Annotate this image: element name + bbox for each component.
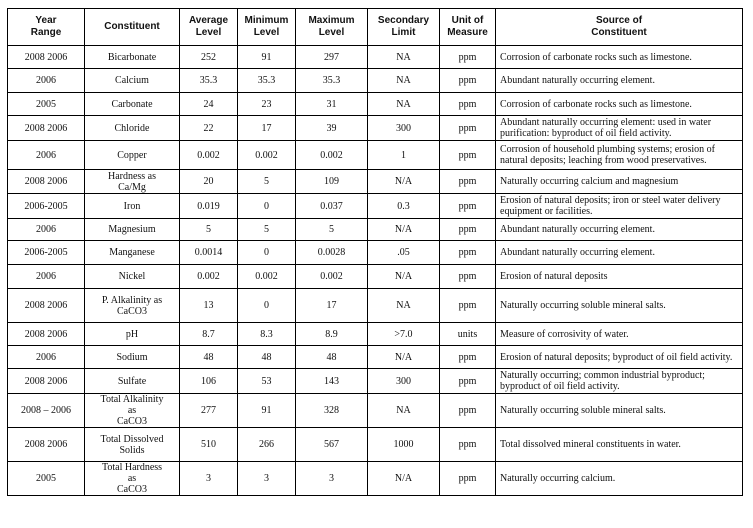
header-secondary-limit: Secondary Limit [368, 9, 440, 46]
constituent-cell: Sulfate [85, 369, 180, 394]
constituent-cell: P. Alkalinity as CaCO3 [85, 289, 180, 323]
minimum-level-cell: 5 [238, 219, 296, 241]
secondary-limit-cell: NA [368, 289, 440, 323]
table-row [8, 241, 743, 265]
unit-cell: ppm [440, 116, 496, 141]
source-cell: Naturally occurring calcium and magnesium [496, 170, 743, 194]
table-row [8, 93, 743, 116]
source-cell: Erosion of natural deposits; iron or steel water delivery equipment or facilities. [496, 194, 743, 219]
unit-cell: ppm [440, 369, 496, 394]
average-level-cell: 24 [180, 93, 238, 116]
maximum-level-cell: 0.002 [296, 265, 368, 289]
constituent-cell: Iron [85, 194, 180, 219]
year-cell: 2008 2006 [8, 116, 85, 141]
secondary-limit-cell: N/A [368, 346, 440, 369]
average-level-cell: 35.3 [180, 69, 238, 93]
unit-cell: ppm [440, 46, 496, 69]
table-row [8, 394, 743, 428]
unit-cell: ppm [440, 69, 496, 93]
header-source-of-constituent: Source of Constituent [496, 9, 743, 46]
year-cell: 2006 [8, 141, 85, 170]
minimum-level-cell: 0 [238, 289, 296, 323]
average-level-cell: 277 [180, 394, 238, 428]
source-cell: Corrosion of carbonate rocks such as limestone. [496, 93, 743, 116]
year-cell: 2008 2006 [8, 46, 85, 69]
year-cell: 2006 [8, 346, 85, 369]
maximum-level-cell: 297 [296, 46, 368, 69]
average-level-cell: 48 [180, 346, 238, 369]
header-average-level: Average Level [180, 9, 238, 46]
maximum-level-cell: 143 [296, 369, 368, 394]
year-cell: 2008 2006 [8, 323, 85, 346]
year-cell: 2006 [8, 219, 85, 241]
average-level-cell: 5 [180, 219, 238, 241]
table-row [8, 116, 743, 141]
unit-cell: ppm [440, 289, 496, 323]
constituent-cell: Carbonate [85, 93, 180, 116]
maximum-level-cell: 0.002 [296, 141, 368, 170]
constituents-table [7, 8, 743, 496]
unit-cell: ppm [440, 428, 496, 462]
secondary-limit-cell: 1000 [368, 428, 440, 462]
constituent-cell: Magnesium [85, 219, 180, 241]
unit-cell: ppm [440, 141, 496, 170]
constituent-cell: Total Alkalinity as CaCO3 [85, 394, 180, 428]
constituent-cell: Calcium [85, 69, 180, 93]
table-row [8, 462, 743, 496]
source-cell: Erosion of natural deposits [496, 265, 743, 289]
source-cell: Corrosion of carbonate rocks such as limestone. [496, 46, 743, 69]
maximum-level-cell: 109 [296, 170, 368, 194]
unit-cell: ppm [440, 241, 496, 265]
source-cell: Measure of corrosivity of water. [496, 323, 743, 346]
average-level-cell: 8.7 [180, 323, 238, 346]
constituent-cell: Total Hardness as CaCO3 [85, 462, 180, 496]
average-level-cell: 0.002 [180, 141, 238, 170]
source-cell: Abundant naturally occurring element. [496, 69, 743, 93]
table-row [8, 369, 743, 394]
constituent-cell: pH [85, 323, 180, 346]
source-cell: Total dissolved mineral constituents in water. [496, 428, 743, 462]
year-cell: 2008 2006 [8, 170, 85, 194]
minimum-level-cell: 53 [238, 369, 296, 394]
source-cell: Erosion of natural deposits; byproduct of oil field activity. [496, 346, 743, 369]
average-level-cell: 22 [180, 116, 238, 141]
source-cell: Naturally occurring soluble mineral salts. [496, 289, 743, 323]
minimum-level-cell: 17 [238, 116, 296, 141]
secondary-limit-cell: N/A [368, 462, 440, 496]
header-minimum-level: Minimum Level [238, 9, 296, 46]
minimum-level-cell: 23 [238, 93, 296, 116]
table-row [8, 46, 743, 69]
maximum-level-cell: 31 [296, 93, 368, 116]
year-cell: 2006-2005 [8, 241, 85, 265]
maximum-level-cell: 48 [296, 346, 368, 369]
table-row [8, 289, 743, 323]
secondary-limit-cell: .05 [368, 241, 440, 265]
average-level-cell: 0.0014 [180, 241, 238, 265]
maximum-level-cell: 39 [296, 116, 368, 141]
constituent-cell: Hardness as Ca/Mg [85, 170, 180, 194]
minimum-level-cell: 0.002 [238, 265, 296, 289]
minimum-level-cell: 91 [238, 46, 296, 69]
secondary-limit-cell: NA [368, 394, 440, 428]
average-level-cell: 3 [180, 462, 238, 496]
secondary-limit-cell: 300 [368, 369, 440, 394]
table-row [8, 194, 743, 219]
secondary-limit-cell: NA [368, 93, 440, 116]
table-row [8, 323, 743, 346]
source-cell: Abundant naturally occurring element: used in water purification: byproduct of oil field activity. [496, 116, 743, 141]
year-cell: 2008 – 2006 [8, 394, 85, 428]
table-body [8, 46, 743, 496]
year-cell: 2005 [8, 462, 85, 496]
average-level-cell: 13 [180, 289, 238, 323]
source-cell: Abundant naturally occurring element. [496, 219, 743, 241]
constituent-cell: Manganese [85, 241, 180, 265]
source-cell: Abundant naturally occurring element. [496, 241, 743, 265]
minimum-level-cell: 0.002 [238, 141, 296, 170]
header-unit-of-measure: Unit of Measure [440, 9, 496, 46]
header-maximum-level: Maximum Level [296, 9, 368, 46]
average-level-cell: 252 [180, 46, 238, 69]
source-cell: Corrosion of household plumbing systems; erosion of natural deposits; leaching from wood preservatives. [496, 141, 743, 170]
unit-cell: ppm [440, 170, 496, 194]
table-row [8, 141, 743, 170]
year-cell: 2008 2006 [8, 428, 85, 462]
constituent-cell: Nickel [85, 265, 180, 289]
year-cell: 2006 [8, 69, 85, 93]
minimum-level-cell: 35.3 [238, 69, 296, 93]
secondary-limit-cell: NA [368, 46, 440, 69]
secondary-limit-cell: N/A [368, 265, 440, 289]
header-row [8, 9, 743, 46]
constituent-cell: Sodium [85, 346, 180, 369]
average-level-cell: 510 [180, 428, 238, 462]
minimum-level-cell: 91 [238, 394, 296, 428]
maximum-level-cell: 328 [296, 394, 368, 428]
table-row [8, 428, 743, 462]
minimum-level-cell: 48 [238, 346, 296, 369]
year-cell: 2008 2006 [8, 369, 85, 394]
secondary-limit-cell: N/A [368, 219, 440, 241]
maximum-level-cell: 567 [296, 428, 368, 462]
unit-cell: ppm [440, 194, 496, 219]
maximum-level-cell: 5 [296, 219, 368, 241]
minimum-level-cell: 0 [238, 194, 296, 219]
maximum-level-cell: 35.3 [296, 69, 368, 93]
average-level-cell: 0.002 [180, 265, 238, 289]
secondary-limit-cell: NA [368, 69, 440, 93]
unit-cell: units [440, 323, 496, 346]
table-row [8, 265, 743, 289]
average-level-cell: 106 [180, 369, 238, 394]
header-constituent: Constituent [85, 9, 180, 46]
minimum-level-cell: 5 [238, 170, 296, 194]
table-row [8, 69, 743, 93]
unit-cell: ppm [440, 462, 496, 496]
secondary-limit-cell: 300 [368, 116, 440, 141]
constituent-cell: Total Dissolved Solids [85, 428, 180, 462]
secondary-limit-cell: 1 [368, 141, 440, 170]
year-cell: 2006-2005 [8, 194, 85, 219]
constituent-cell: Chloride [85, 116, 180, 141]
unit-cell: ppm [440, 394, 496, 428]
table-row [8, 170, 743, 194]
unit-cell: ppm [440, 219, 496, 241]
year-cell: 2006 [8, 265, 85, 289]
average-level-cell: 0.019 [180, 194, 238, 219]
secondary-limit-cell: N/A [368, 170, 440, 194]
header-year-range: Year Range [8, 9, 85, 46]
year-cell: 2005 [8, 93, 85, 116]
maximum-level-cell: 0.037 [296, 194, 368, 219]
secondary-limit-cell: 0.3 [368, 194, 440, 219]
table-row [8, 219, 743, 241]
source-cell: Naturally occurring calcium. [496, 462, 743, 496]
maximum-level-cell: 17 [296, 289, 368, 323]
maximum-level-cell: 0.0028 [296, 241, 368, 265]
minimum-level-cell: 0 [238, 241, 296, 265]
table-row [8, 346, 743, 369]
average-level-cell: 20 [180, 170, 238, 194]
unit-cell: ppm [440, 93, 496, 116]
constituent-cell: Copper [85, 141, 180, 170]
maximum-level-cell: 8.9 [296, 323, 368, 346]
minimum-level-cell: 8.3 [238, 323, 296, 346]
minimum-level-cell: 266 [238, 428, 296, 462]
secondary-limit-cell: >7.0 [368, 323, 440, 346]
constituent-cell: Bicarbonate [85, 46, 180, 69]
maximum-level-cell: 3 [296, 462, 368, 496]
source-cell: Naturally occurring; common industrial byproduct; byproduct of oil field activity. [496, 369, 743, 394]
unit-cell: ppm [440, 346, 496, 369]
unit-cell: ppm [440, 265, 496, 289]
year-cell: 2008 2006 [8, 289, 85, 323]
source-cell: Naturally occurring soluble mineral salts. [496, 394, 743, 428]
minimum-level-cell: 3 [238, 462, 296, 496]
